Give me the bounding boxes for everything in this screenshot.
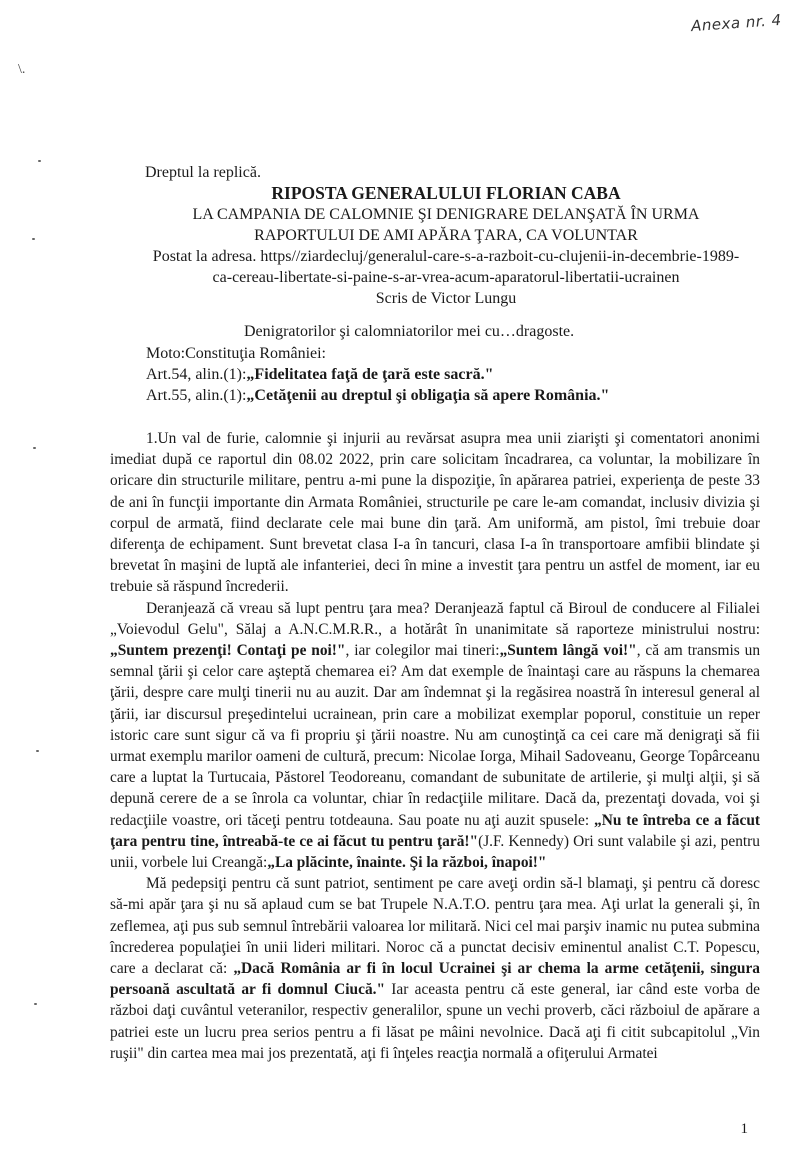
bold-quote: „Suntem lângă voi!" xyxy=(499,642,637,660)
text-run: Deranjează că vreau să lupt pentru ţara mea? Deranjează faptul că Biroul de conducere al Filialei „Voievodul Gelu", Sălaj a A.N.C.M.R.R., a hotărât în unanimitate să raporteze ministrului nostru: xyxy=(110,599,760,638)
bold-quote: „Dacă România ar fi în locul Ucrainei şi ar chema la arme cetăţenii, singura persoană ascultată ar fi domnul Ciucă." xyxy=(110,960,760,999)
margin-dot xyxy=(36,750,39,752)
posted-address-line-1: Postat la adresa. https//ziardecluj/generalul-care-s-a-razboit-cu-clujenii-in-decembrie-1989- xyxy=(152,248,740,265)
document-body xyxy=(110,428,760,1064)
annex-handwritten-note: Anexa nr. 4 xyxy=(690,10,783,36)
bold-quote: „Suntem prezenţi! Contaţi pe noi!" xyxy=(110,642,346,660)
margin-dot xyxy=(38,160,41,162)
motto-intro: Moto:Constituţia României: xyxy=(146,345,326,362)
bold-quote: „La plăcinte, înainte. Şi la război, înapoi!" xyxy=(267,854,547,872)
text-run: , iar colegilor mai tineri: xyxy=(345,642,500,660)
subtitle-line-2: RAPORTULUI DE AMI APĂRA ŢARA, CA VOLUNTAR xyxy=(254,227,638,244)
motto-art54 xyxy=(146,364,609,385)
margin-dot xyxy=(33,447,36,449)
art54-ref: Art.54, alin.(1): xyxy=(146,366,247,383)
document-header xyxy=(110,162,782,309)
art54-text: „Fidelitatea faţă de ţară este sacră." xyxy=(246,366,494,383)
page-number: 1 xyxy=(740,1121,748,1137)
posted-address-line-2: ca-cereau-libertate-si-paine-s-ar-vrea-acum-aparatorul-libertatii-ucrainen xyxy=(212,269,680,286)
text-run: (J.F. Kennedy) Ori sunt valabile şi azi, pentru unii, vorbele lui Creangă: xyxy=(110,832,760,872)
paragraph-1: 1.Un val de furie, calomnie şi injurii au revărsat asupra mea unii ziarişti şi comentatori anonimi imediat după ce raportul din 08.02 2022, prin care solicitam încadrarea, ca voluntar, la mobilizare în oricare din structurile militare, pentru a-mi pune la dispoziţie, în apărarea patriei, experienţa de peste 33 de ani în funcţii importante din Armata României, structurile pe care le-am comandat, inclusiv divizia şi corpul de armată, fiind declarate cele mai bune din ţară. Am uniformă, am pistol, îmi trebuie doar diferenţa de echipament. Sunt brevetat clasa I-a în tancuri, clasa I-a în transportoare amfibii blindate şi brevetat în maşini de luptă ale infanteriei, deci în mine a investit ţara pentru un astfel de moment, iar eu trebuie să răspund încrederii. xyxy=(110,430,760,596)
document-title: RIPOSTA GENERALULUI FLORIAN CABA xyxy=(271,183,621,203)
paragraph-3 xyxy=(110,873,760,1064)
margin-dot xyxy=(34,1003,37,1005)
margin-mark: \. xyxy=(18,62,26,77)
art55-ref: Art.55, alin.(1): xyxy=(146,387,247,404)
art55-text: „Cetăţenii au dreptul şi obligaţia să apere România." xyxy=(246,387,610,404)
bold-quote: „Nu te întreba ce a făcut ţara pentru tine, întreabă-te ce ai făcut tu pentru ţară!" xyxy=(110,811,761,850)
dedication: Denigratorilor şi calomniatorilor mei cu…dragoste. xyxy=(244,323,575,340)
margin-dot xyxy=(32,238,35,240)
paragraph-2 xyxy=(110,598,760,874)
author-line: Scris de Victor Lungu xyxy=(375,290,517,307)
text-run: , că am transmis un semnal ţării şi celor care aşteptă chemarea ei? Am dat exemple de înaintaşi care au răspuns la chemarea ţării, despre care mulţi tinerii nu au auzit. Dar am îndemnat şi la regăsirea noastră în interesul general al ţării, iar discursul preşedintelui ucrainean, prin care a mobilizat exemplar poporul, constituie un reper istoric care sunt sigur că va fi propriu şi ţării noastre. Nu am cunoştinţă ca cei care mă denigraţi să fii urmat exemplu marilor oameni de cultură, precum: Nicolae Iorga, Mihail Sadoveanu, George Topârceanu care a luptat la Turtucaia, Păstorel Teodoreanu, comandant de subunitate de artilerie, şi mulţi alţii, şi să depună cerere de a se înrola ca voluntar, chiar în redacţiile militare. Dacă da, prezentaţi dovada, voi şi redacţiile voastre, ori tăceţi pentru totdeauna. Sau poate nu aţi auzit spusele: xyxy=(110,642,761,829)
reply-label: Dreptul la replică. xyxy=(145,164,261,181)
motto-block xyxy=(146,343,609,406)
subtitle-line-1: LA CAMPANIA DE CALOMNIE ŞI DENIGRARE DELANŞATĂ ÎN URMA xyxy=(192,206,700,223)
text-run: Mă pedepsiţi pentru că sunt patriot, sentiment pe care aveţi ordin să-l blamaţi, şi pentru că doresc să-mi apăr ţara şi nu să aplaud cum se bat Trupele N.A.T.O. pentru ţara mea. Aţi urlat la generali şi, în zeflemea, aţi pus sub semnul întrebării valoarea lor militară. Nici cel mai parşiv inamic nu putea submina încrederea populaţiei în unii lideri militari. Noroc că a punctat decisiv eminentul analist C.T. Popescu, care a declarat că: xyxy=(110,875,760,978)
text-run: Iar aceasta pentru că este general, iar când este vorba de război daţi cuvântul veteranilor, respectiv generalilor, spune un vechi proverb, căci războiul de apărare a patriei este un lucru prea serios pentru a fi lăsat pe mâini nevolnice. Dacă aţi fi citit subcapitolul „Vin ruşii" din cartea mea mai jos prezentată, aţi fi înţeles reacţia normală a ofiţerului Armatei xyxy=(110,981,761,1062)
motto-art55 xyxy=(146,385,609,406)
